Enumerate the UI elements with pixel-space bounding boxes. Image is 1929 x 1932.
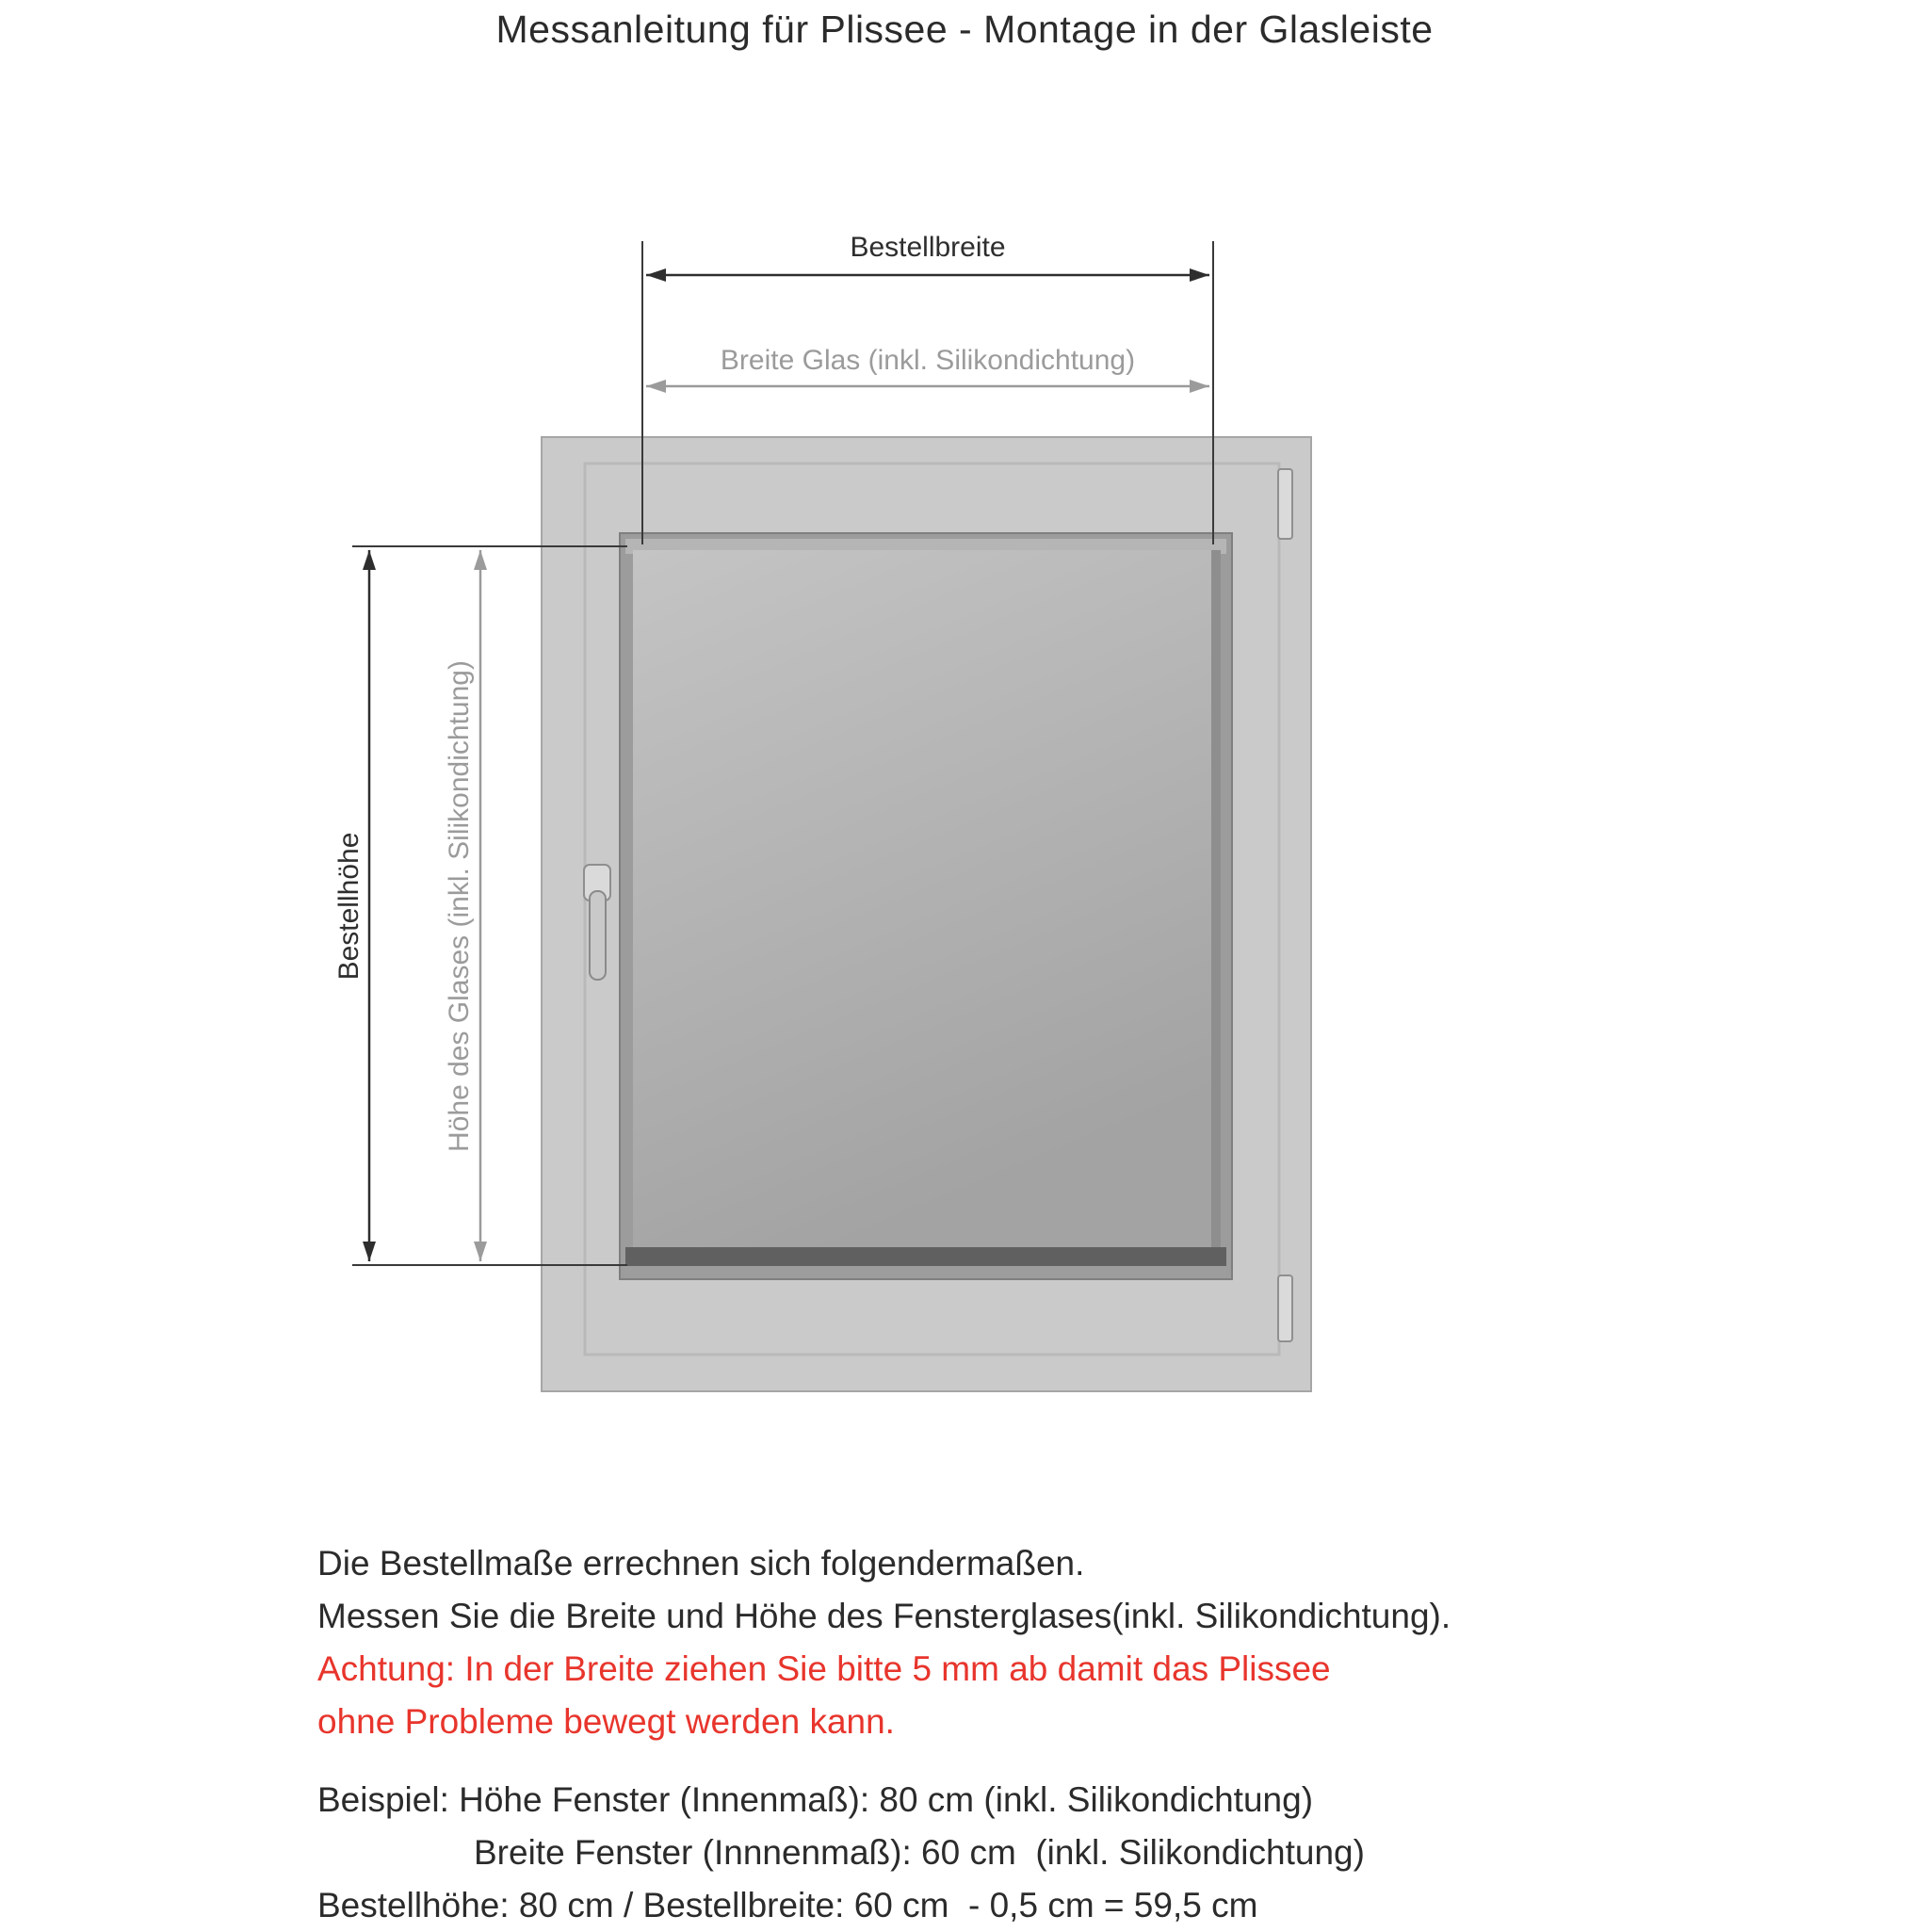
- warning-line-2: ohne Probleme bewegt werden kann.: [317, 1702, 895, 1741]
- example-line-3: Bestellhöhe: 80 cm / Bestellbreite: 60 cm - 0,5 cm = 59,5 cm: [317, 1886, 1258, 1924]
- order-width-label: Bestellbreite: [850, 232, 1006, 263]
- hinge-bottom-icon: [1278, 1275, 1292, 1341]
- instructions-text: [317, 1537, 1451, 1932]
- example-line-2: Breite Fenster (Innnenmaß): 60 cm (inkl. Silikondichtung): [474, 1833, 1365, 1872]
- hinge-top-icon: [1278, 469, 1292, 539]
- window-glass: [633, 550, 1219, 1247]
- glass-width-label: Breite Glas (inkl. Silikondichtung): [720, 345, 1136, 376]
- glass-bottom-bevel: [625, 1247, 1226, 1266]
- glass-right-shadow: [1211, 550, 1221, 1247]
- instruction-calc: Die Bestellmaße errechnen sich folgendermaßen.: [317, 1544, 1085, 1583]
- glass-bottom-highlight: [625, 1266, 1226, 1277]
- window-handle-grip: [590, 891, 606, 980]
- warning-line-1: Achtung: In der Breite ziehen Sie bitte 5 mm ab damit das Plissee: [317, 1649, 1331, 1688]
- order-height-label: Bestellhöhe: [333, 832, 365, 981]
- instruction-measure: Messen Sie die Breite und Höhe des Fensterglases(inkl. Silikondichtung).: [317, 1597, 1451, 1635]
- example-line-1: Beispiel: Höhe Fenster (Innenmaß): 80 cm (inkl. Silikondichtung): [317, 1780, 1314, 1819]
- page-title: Messanleitung für Plissee - Montage in der Glasleiste: [495, 8, 1434, 51]
- text-gap: [317, 1748, 1451, 1774]
- glass-height-label: Höhe des Glases (inkl. Silikondichtung): [444, 660, 475, 1152]
